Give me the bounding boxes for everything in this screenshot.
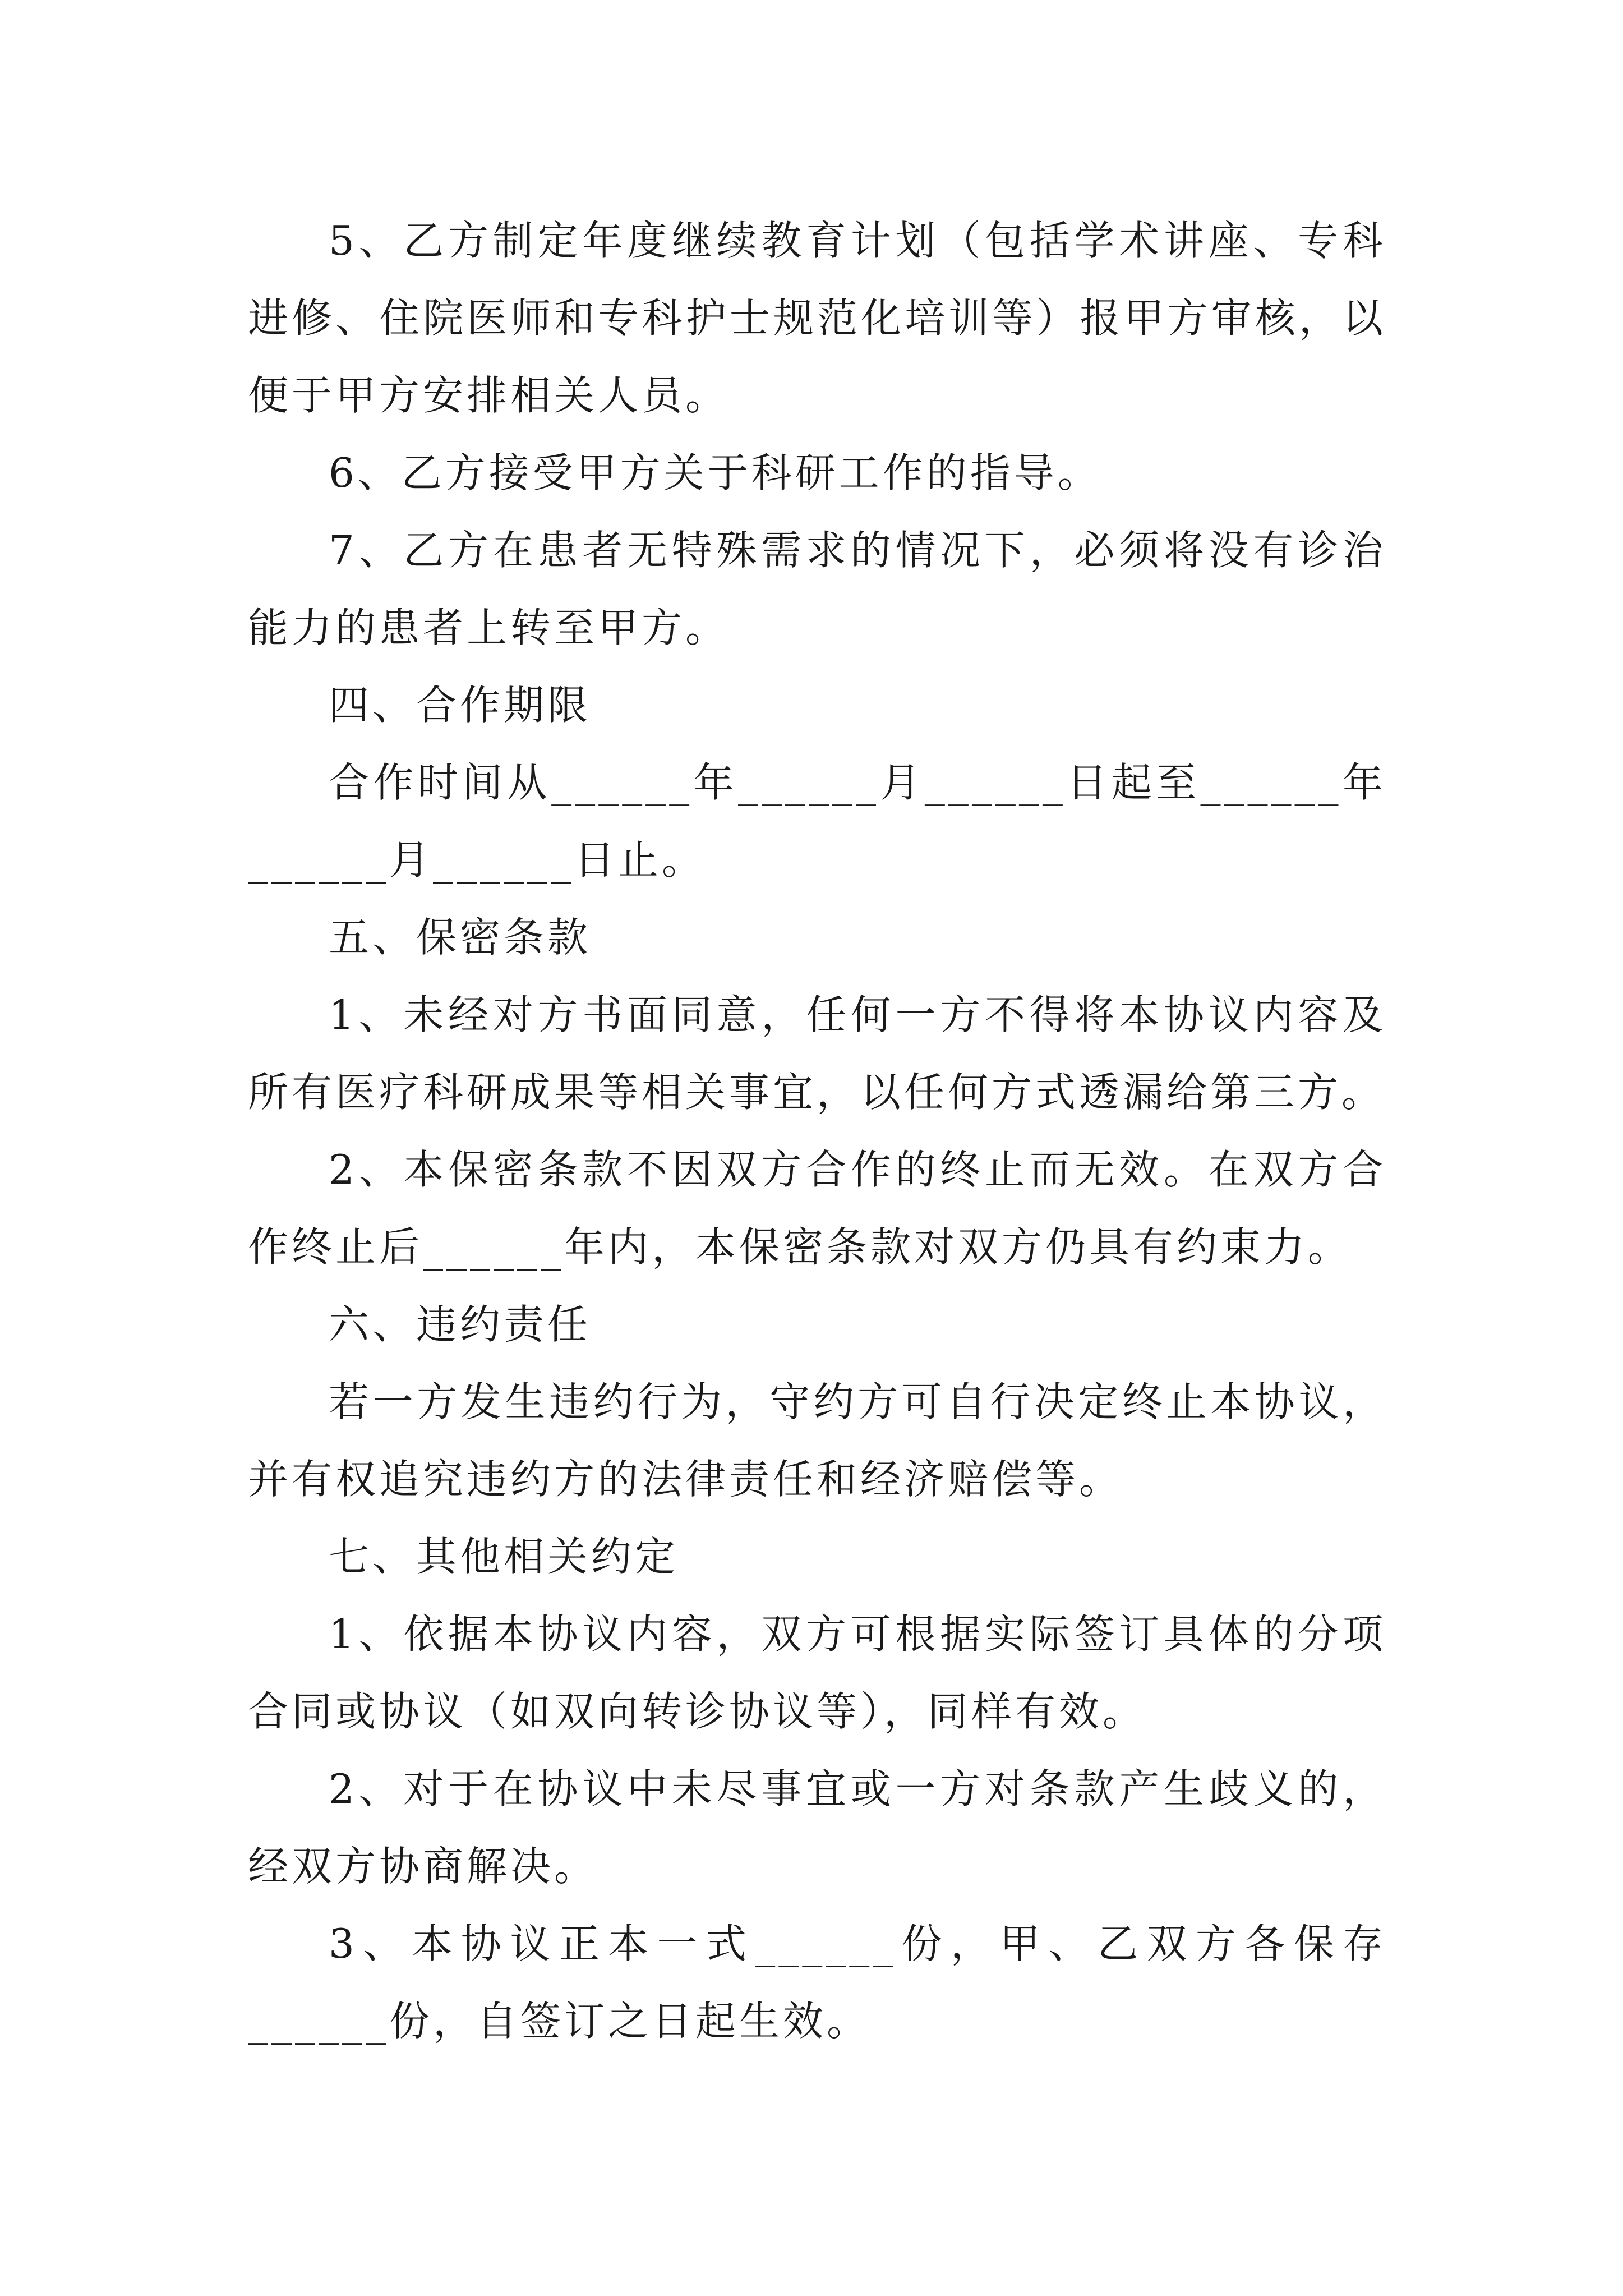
section-heading-cooperation-term: 四、合作期限 (329, 682, 592, 729)
paragraph-liability: 若一方发生违约行为，守约方可自行决定终止本协议，并有权追究违约方的法律责任和经济赔偿等。 (248, 1378, 1386, 1503)
section-heading-other-terms: 七、其他相关约定 (329, 1533, 679, 1580)
section-heading-liability: 六、违约责任 (329, 1301, 592, 1348)
section-heading-confidentiality: 五、保密条款 (329, 914, 592, 961)
document-body (248, 202, 1386, 2060)
paragraph-confidentiality-1: 1、未经对方书面同意，任何一方不得将本协议内容及所有医疗科研成果等相关事宜，以任何方式透漏给第三方。 (248, 991, 1386, 1116)
paragraph-other-terms-2: 2、对于在协议中未尽事宜或一方对条款产生歧义的，经双方协商解决。 (248, 1765, 1386, 1890)
paragraph-confidentiality-2: 2、本保密条款不因双方合作的终止而无效。在双方合作终止后______年内，本保密条款对双方仍具有约束力。 (248, 1146, 1386, 1271)
paragraph-cooperation-period: 合作时间从______年______月______日起至______年______月______日止。 (248, 759, 1386, 884)
paragraph-research-guidance: 6、乙方接受甲方关于科研工作的指导。 (329, 449, 1101, 496)
paragraph-other-terms-3: 3、本协议正本一式______份，甲、乙双方各保存______份，自签订之日起生效。 (248, 1920, 1386, 2045)
paragraph-continuing-education: 5、乙方制定年度继续教育计划（包括学术讲座、专科进修、住院医师和专科护士规范化培训等）报甲方审核，以便于甲方安排相关人员。 (248, 217, 1386, 419)
paragraph-other-terms-1: 1、依据本协议内容，双方可根据实际签订具体的分项合同或协议（如双向转诊协议等），同样有效。 (248, 1611, 1386, 1735)
paragraph-patient-referral: 7、乙方在患者无特殊需求的情况下，必须将没有诊治能力的患者上转至甲方。 (248, 527, 1386, 651)
